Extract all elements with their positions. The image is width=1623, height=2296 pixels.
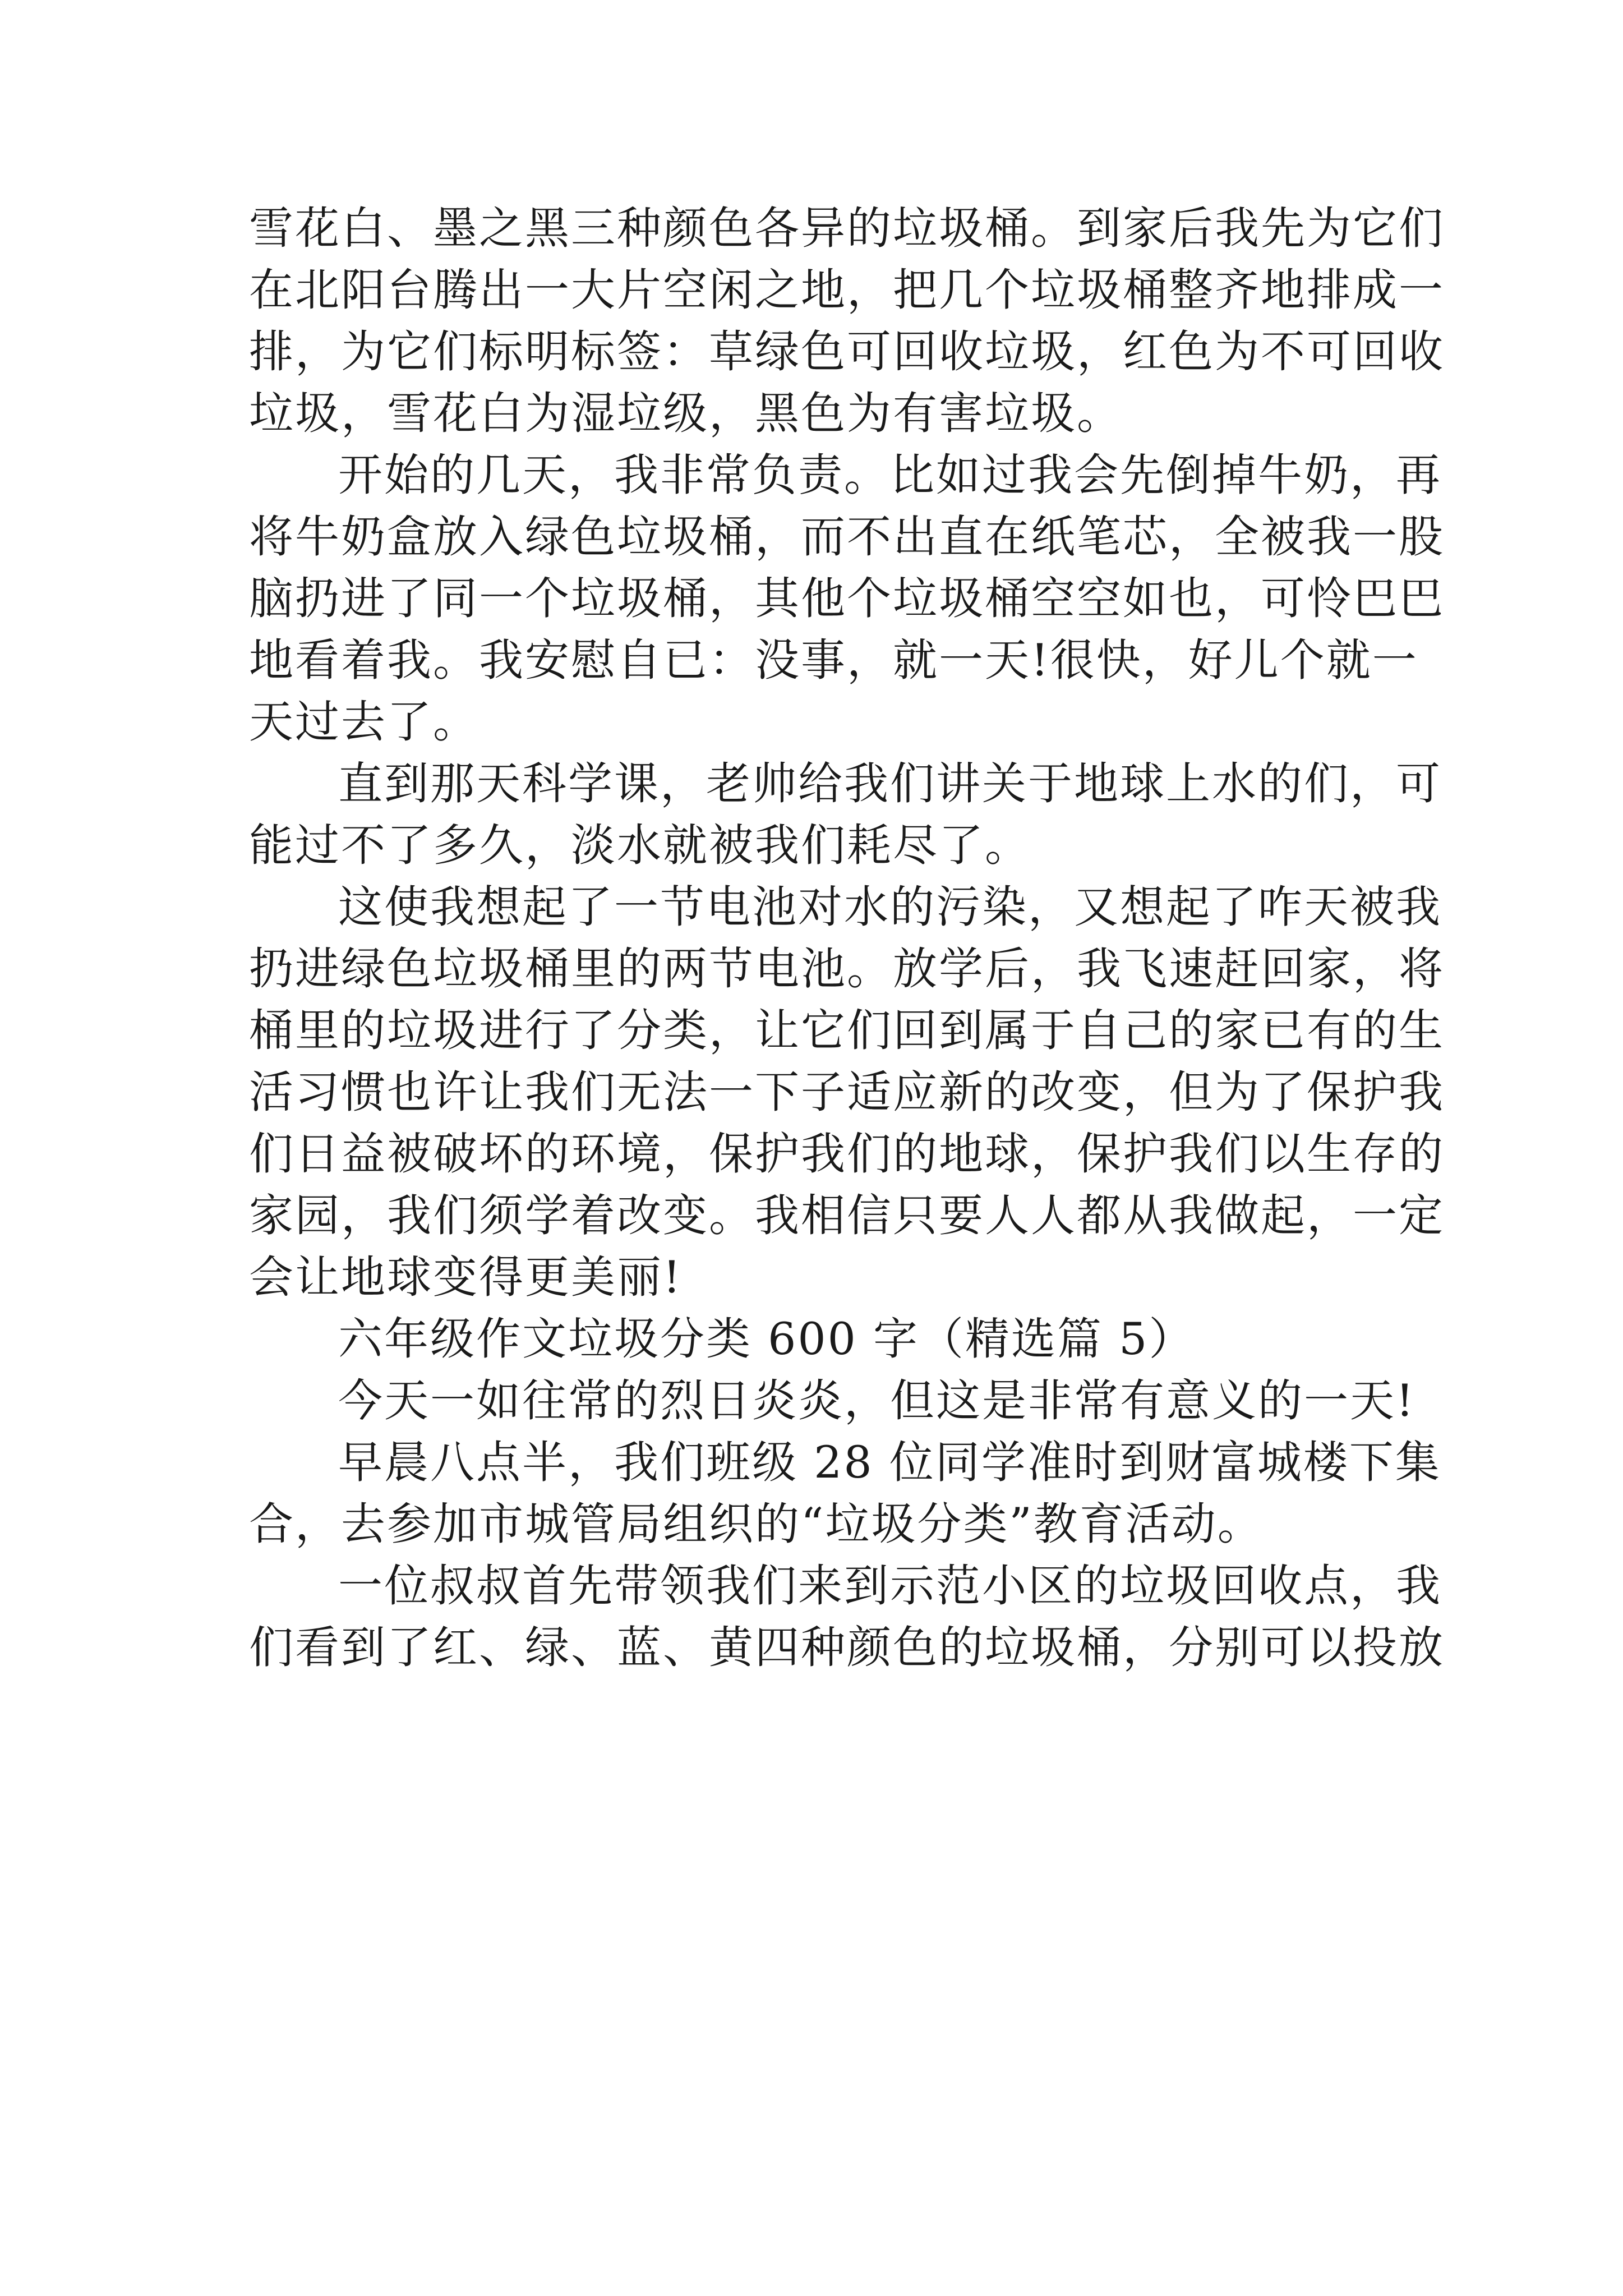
text-line: 天过去了。 [249,696,479,748]
text-line: 六年级作文垃圾分类 600 字（精选篇 5） [338,1313,1195,1365]
text-line: 在北阳台腾出一大片空闲之地，把几个垃圾桶整齐地排成一 [249,264,1445,316]
text-line: 这使我想起了一节电池对水的污染，又想起了咋天被我 [338,881,1442,933]
text-line: 早晨八点半，我们班级 28 位同学准时到财富城楼下集 [338,1437,1441,1488]
text-line: 桶里的垃圾进行了分类，让它们回到属于自己的家已有的生 [249,1005,1445,1056]
text-line: 们日益被破坏的环境，保护我们的地球，保护我们以生存的 [249,1128,1445,1180]
text-line: 活习惯也许让我们无法一下子适应新的改变，但为了保护我 [249,1066,1445,1118]
document-body [249,197,1445,1678]
text-line: 合，去参加市城管局组织的“垃圾分类”教育活动。 [249,1498,1264,1550]
text-line: 一位叔叔首先带领我们来到示范小区的垃圾回收点，我 [338,1560,1442,1612]
text-line: 扔进绿色垃圾桶里的两节电池。放学后，我飞速赶回家，将 [249,943,1445,995]
text-line: 们看到了红、绿、蓝、黄四种颜色的垃圾桶，分别可以投放 [249,1622,1445,1673]
text-line: 能过不了多久，淡水就被我们耗尽了。 [249,820,1031,871]
text-line: 将牛奶盒放入绿色垃圾桶，而不出直在纸笔芯，全被我一股 [249,511,1445,563]
text-line: 直到那天科学课，老帅给我们讲关于地球上水的们，可 [338,758,1442,809]
text-line: 脑扔进了同一个垃圾桶，其他个垃圾桶空空如也，可怜巴巴 [249,573,1445,624]
text-line: 雪花白、墨之黑三种颜色各异的垃圾桶。到家后我先为它们 [249,203,1445,254]
text-line: 排，为它们标明标签：草绿色可回收垃圾，红色为不可回收 [249,326,1445,378]
text-line: 会让地球变得更美丽! [249,1251,683,1303]
text-line: 垃圾，雪花白为湿垃级，黑色为有害垃圾。 [249,388,1123,439]
text-line: 家园，我们须学着改变。我相信只要人人都从我做起，一定 [249,1190,1445,1241]
text-line: 今天一如往常的烈日炎炎，但这是非常有意义的一天! [338,1375,1415,1427]
text-line: 开始的几天，我非常负责。比如过我会先倒掉牛奶，再 [338,449,1442,501]
text-line: 地看着我。我安慰自已：没事，就一天!很快，好儿个就一 [249,634,1418,686]
